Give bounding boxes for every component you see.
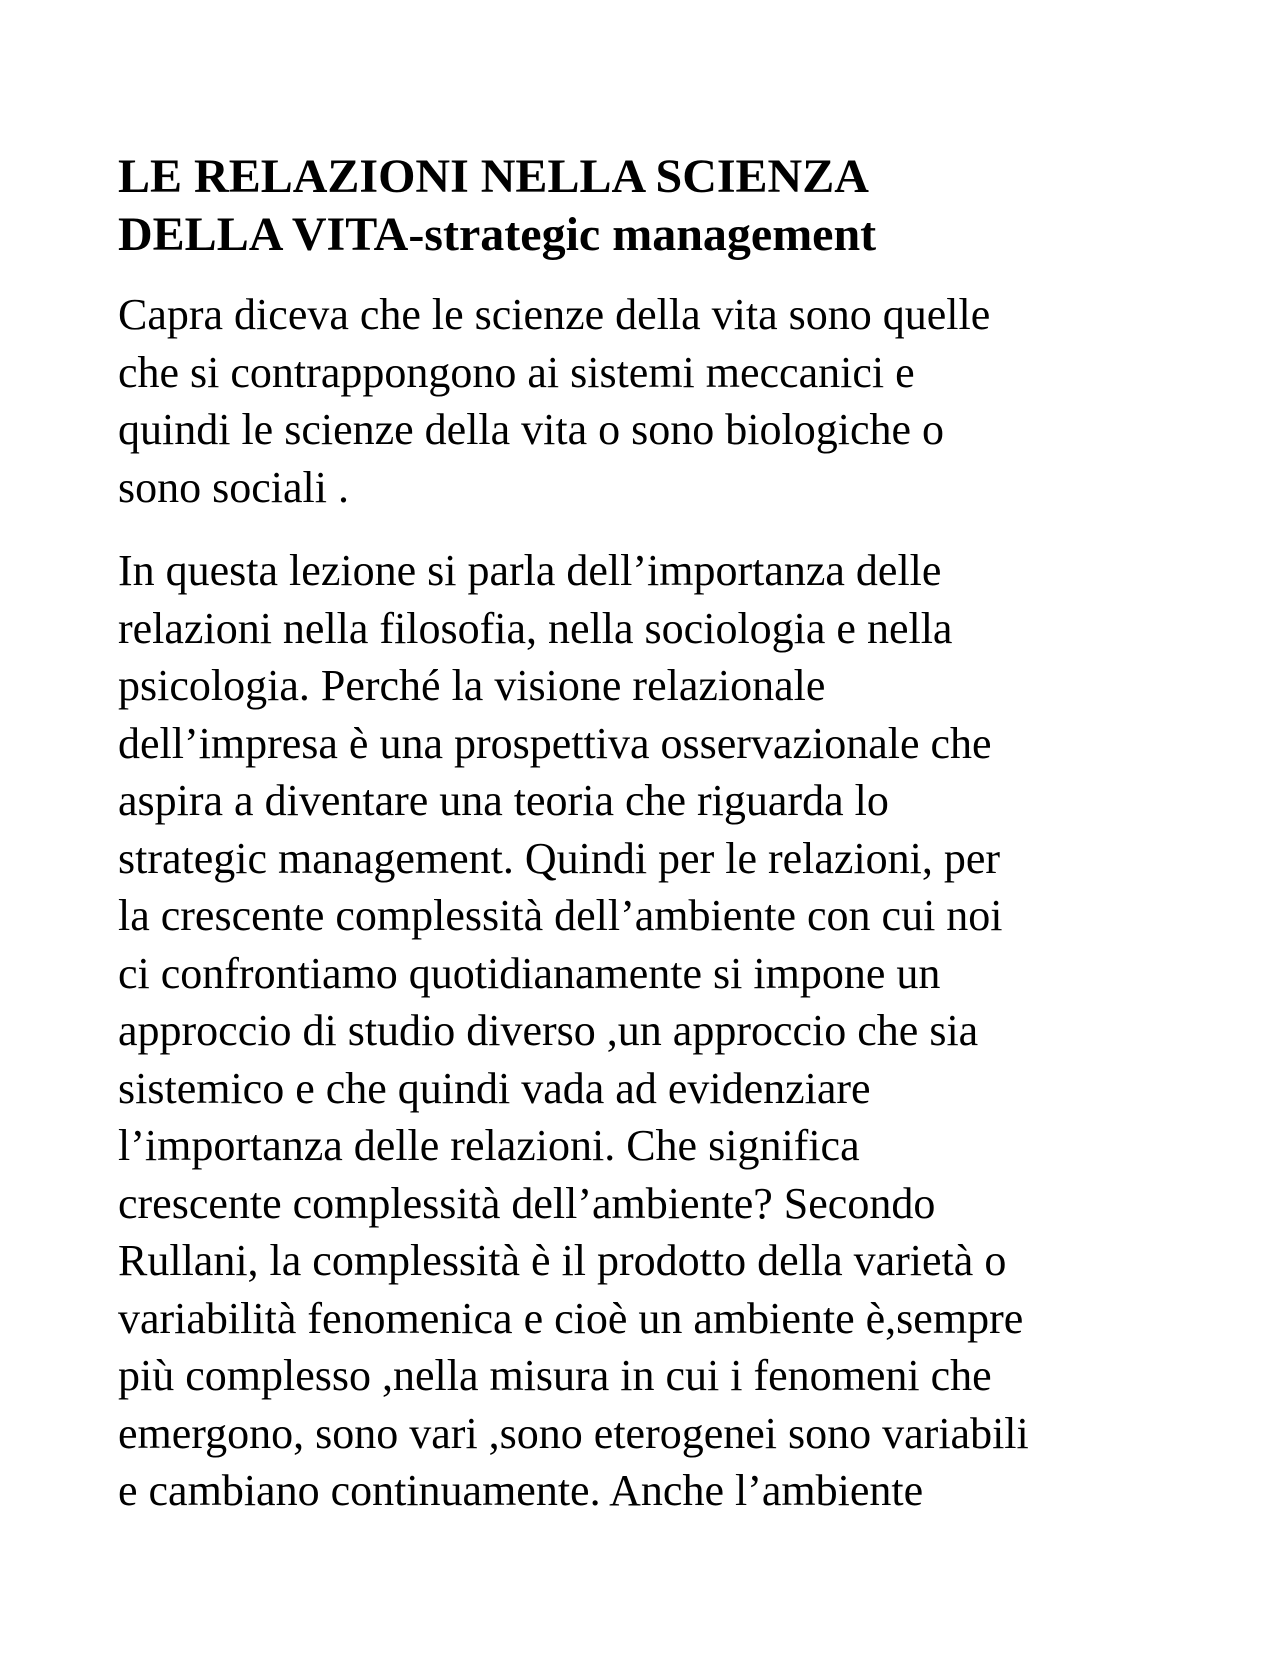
text-line: emergono, sono vari ,sono eterogenei sono variabili bbox=[118, 1408, 1029, 1458]
text-line: dell’impresa è una prospettiva osservazionale che bbox=[118, 718, 992, 768]
text-line: approccio di studio diverso ,un approccio che sia bbox=[118, 1006, 979, 1055]
text-line: crescente complessità dell’ambiente? Secondo bbox=[118, 1178, 936, 1228]
paragraph-intro bbox=[118, 286, 1188, 516]
text-line: quindi le scienze della vita o sono biologiche o bbox=[118, 405, 945, 454]
text-line: psicologia. Perché la visione relazionale bbox=[118, 661, 826, 710]
document-title bbox=[118, 148, 1188, 264]
text-line: che si contrappongono ai sistemi meccanici e bbox=[118, 347, 915, 397]
text-line: strategic management. Quindi per le relazioni, per bbox=[118, 833, 1001, 883]
text-line: più complesso ,nella misura in cui i fenomeni che bbox=[118, 1351, 992, 1400]
text-line: e cambiano continuamente. Anche l’ambiente bbox=[118, 1466, 924, 1515]
text-line: relazioni nella filosofia, nella sociologia e nella bbox=[118, 603, 953, 653]
text-line: In questa lezione si parla dell’importanza delle bbox=[118, 546, 942, 595]
document-body bbox=[118, 148, 1188, 1546]
text-line: la crescente complessità dell’ambiente con cui noi bbox=[118, 891, 1003, 940]
title-line: DELLA VITA-strategic management bbox=[118, 208, 877, 261]
text-line: aspira a diventare una teoria che riguarda lo bbox=[118, 776, 889, 825]
text-line: sistemico e che quindi vada ad evidenziare bbox=[118, 1063, 871, 1113]
text-line: l’importanza delle relazioni. Che significa bbox=[118, 1121, 860, 1170]
title-line: LE RELAZIONI NELLA SCIENZA bbox=[118, 150, 869, 203]
text-line: Capra diceva che le scienze della vita sono quelle bbox=[118, 290, 991, 339]
text-line: ci confrontiamo quotidianamente si impone un bbox=[118, 948, 941, 998]
text-line: sono sociali . bbox=[118, 462, 349, 512]
paragraph-lesson bbox=[118, 542, 1188, 1520]
text-line: Rullani, la complessità è il prodotto della varietà o bbox=[118, 1236, 1007, 1285]
text-line: variabilità fenomenica e cioè un ambiente è,sempre bbox=[118, 1293, 1024, 1343]
